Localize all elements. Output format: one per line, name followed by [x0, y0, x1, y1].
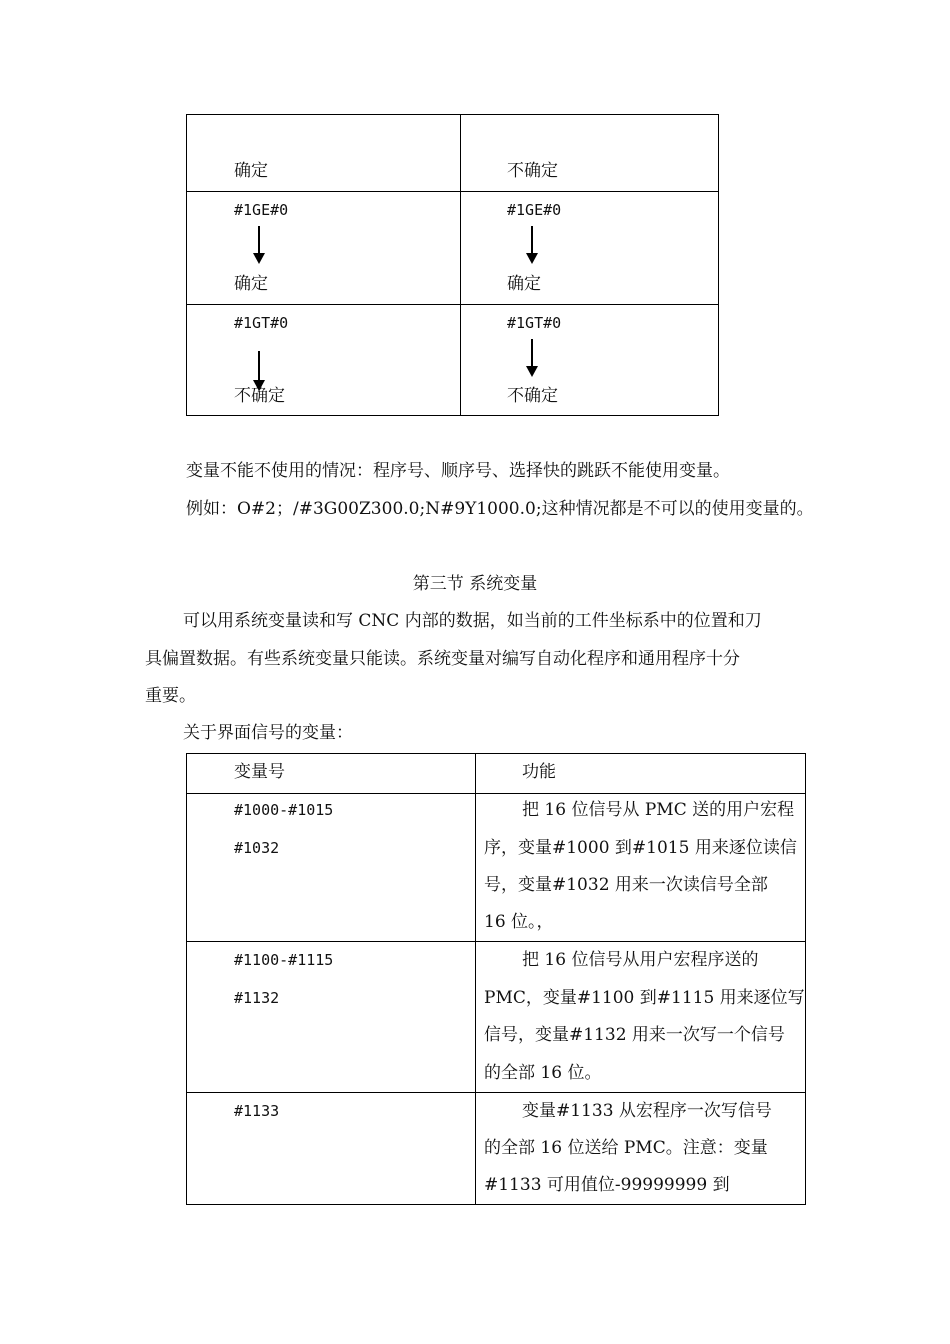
- header-left: 确定: [234, 161, 268, 181]
- row1-left-result: 确定: [234, 274, 268, 294]
- down-arrow-icon: [526, 339, 538, 377]
- header-variable-number: 变量号: [234, 762, 285, 782]
- function-line: 的全部 16 位。: [484, 1063, 602, 1083]
- system-variable-table: [186, 753, 806, 1205]
- table-divider: [460, 115, 461, 415]
- function-line: 号，变量#1032 用来一次读信号全部: [484, 875, 768, 895]
- down-arrow-icon: [253, 351, 265, 391]
- table-divider: [187, 1092, 805, 1093]
- example-paragraph: 例如：O#2；/#3G00Z300.0;N#9Y1000.0;这种情况都是不可以的使用变量的。: [186, 499, 814, 519]
- function-line: 把 16 位信号从用户宏程序送的: [522, 950, 759, 970]
- variable-number: #1032: [234, 839, 280, 857]
- down-arrow-icon: [526, 226, 538, 264]
- row2-left-result: 不确定: [234, 386, 285, 406]
- restriction-paragraph: 变量不能不使用的情况：程序号、顺序号、选择快的跳跃不能使用变量。: [186, 461, 730, 481]
- variable-number: #1132: [234, 989, 280, 1007]
- header-function: 功能: [522, 762, 556, 782]
- function-line: #1133 可用值位-99999999 到: [484, 1175, 730, 1195]
- function-line: 的全部 16 位送给 PMC。注意：变量: [484, 1138, 768, 1158]
- intro-line-1: 可以用系统变量读和写 CNC 内部的数据，如当前的工件坐标系中的位置和刀: [183, 611, 762, 631]
- variable-number: #1133: [234, 1102, 280, 1120]
- intro-line-2: 具偏置数据。有些系统变量只能读。系统变量对编写自动化程序和通用程序十分: [145, 649, 740, 669]
- function-line: 变量#1133 从宏程序一次写信号: [522, 1101, 772, 1121]
- table-divider: [187, 304, 718, 305]
- row1-left-expr: #1GE#0: [234, 201, 289, 219]
- row1-right-result: 确定: [507, 274, 541, 294]
- row2-right-expr: #1GT#0: [507, 314, 562, 332]
- intro-line-3: 重要。: [145, 686, 196, 706]
- function-line: 序，变量#1000 到#1015 用来逐位读信: [484, 838, 797, 858]
- function-line: 把 16 位信号从 PMC 送的用户宏程: [522, 800, 795, 820]
- row1-right-expr: #1GE#0: [507, 201, 562, 219]
- function-line: 16 位。，: [484, 912, 554, 932]
- section-title: 第三节 系统变量: [412, 574, 538, 594]
- table-divider: [187, 191, 718, 192]
- row2-left-expr: #1GT#0: [234, 314, 289, 332]
- variable-number: #1100-#1115: [234, 951, 334, 969]
- down-arrow-icon: [253, 226, 265, 264]
- row2-right-result: 不确定: [507, 386, 558, 406]
- function-line: 信号，变量#1132 用来一次写一个信号: [484, 1025, 785, 1045]
- comparison-table: [186, 114, 719, 416]
- interface-label: 关于界面信号的变量：: [183, 723, 353, 743]
- table-divider: [187, 793, 805, 794]
- table-divider: [187, 941, 805, 942]
- function-line: PMC，变量#1100 到#1115 用来逐位写: [484, 988, 805, 1008]
- table-divider: [475, 754, 476, 1204]
- variable-number: #1000-#1015: [234, 801, 334, 819]
- header-right: 不确定: [507, 161, 558, 181]
